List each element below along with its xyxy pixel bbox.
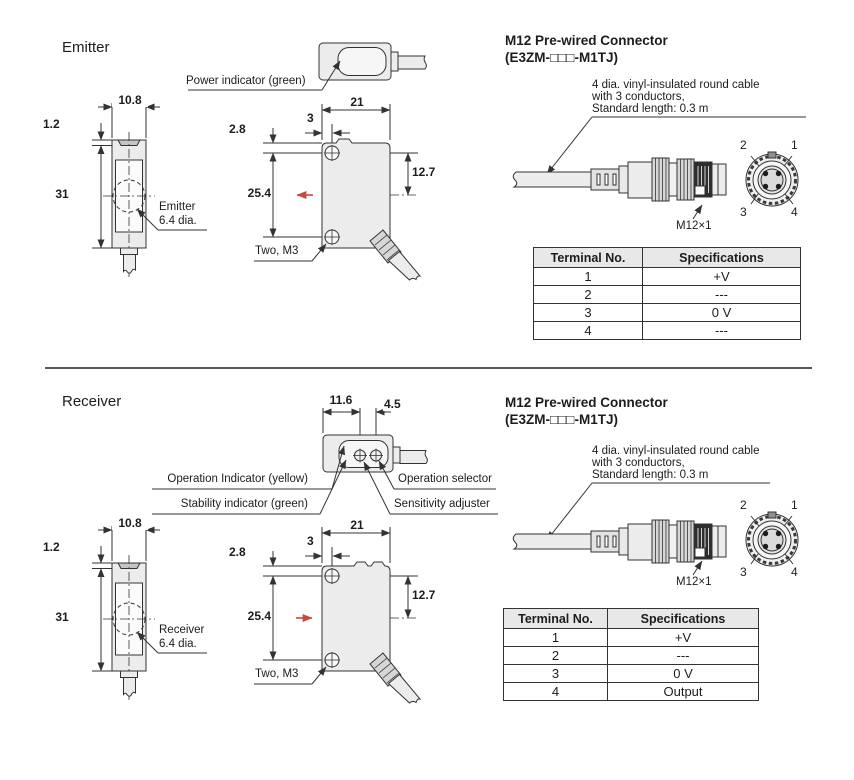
emitter-mounting-label: Two, M3 — [255, 245, 299, 257]
table-header-specifications: Specifications — [643, 248, 801, 268]
operation-selector-label: Operation selector — [398, 473, 492, 485]
emitter-aperture-label-line1: Emitter — [159, 201, 196, 213]
table-row — [504, 683, 759, 701]
table-row — [534, 268, 801, 286]
table-cell: --- — [643, 322, 801, 340]
table-header-specifications: Specifications — [608, 609, 759, 629]
table-cell: 3 — [534, 304, 643, 322]
emitter-cable-note-line1: 4 dia. vinyl-insulated round cable — [592, 79, 760, 91]
table-cell: +V — [608, 629, 759, 647]
receiver-connector-heading-line2: (E3ZM-□□□-M1TJ) — [505, 412, 618, 427]
emitter-front-view-drawing — [92, 103, 207, 277]
emitter-pin-2-label: 2 — [740, 138, 747, 152]
emitter-front-lens-dim: 1.2 — [43, 117, 60, 131]
table-row — [504, 665, 759, 683]
emitter-connector-drawing — [513, 117, 806, 219]
emitter-connector-heading-line2: (E3ZM-□□□-M1TJ) — [505, 50, 618, 65]
emitter-side-width-dim: 21 — [342, 96, 372, 109]
table-row — [534, 286, 801, 304]
receiver-side-width-dim: 21 — [342, 519, 372, 532]
receiver-mounting-label: Two, M3 — [255, 668, 299, 680]
table-cell: 0 V — [608, 665, 759, 683]
table-cell: +V — [643, 268, 801, 286]
table-header-row — [504, 609, 759, 629]
table-header-terminal: Terminal No. — [534, 248, 643, 268]
receiver-aperture-label-line2: 6.4 dia. — [159, 637, 197, 650]
table-cell: 2 — [534, 286, 643, 304]
table-header-terminal: Terminal No. — [504, 609, 608, 629]
receiver-front-view-drawing — [92, 526, 207, 700]
receiver-front-width-dim: 10.8 — [112, 517, 148, 530]
sensitivity-adjuster-label: Sensitivity adjuster — [394, 498, 490, 510]
receiver-top-right-dim: 4.5 — [384, 397, 401, 411]
receiver-side-axis-dim: 12.7 — [412, 588, 436, 602]
receiver-terminal-table — [503, 608, 759, 701]
emitter-thread-label: M12×1 — [676, 220, 712, 232]
emitter-front-height-dim: 31 — [50, 188, 74, 201]
table-cell: 4 — [534, 322, 643, 340]
receiver-aperture-label-line1: Receiver — [159, 624, 205, 636]
emitter-pin-4-label: 4 — [791, 205, 798, 219]
table-cell: 3 — [504, 665, 608, 683]
emitter-side-hole-offset-dim: 3 — [307, 111, 314, 125]
receiver-pin-1-label: 1 — [791, 498, 798, 512]
table-row — [504, 647, 759, 665]
power-indicator-label: Power indicator (green) — [186, 75, 306, 87]
receiver-side-top-dim: 2.8 — [229, 545, 246, 559]
table-header-row — [534, 248, 801, 268]
operation-indicator-label: Operation Indicator (yellow) — [167, 473, 308, 485]
emitter-pin-1-label: 1 — [791, 138, 798, 152]
receiver-cable-note-line3: Standard length: 0.3 m — [592, 469, 709, 481]
table-cell: 4 — [504, 683, 608, 701]
receiver-front-lens-dim: 1.2 — [43, 540, 60, 554]
table-row — [504, 629, 759, 647]
emitter-section-title: Emitter — [62, 39, 110, 56]
receiver-cable-note-line1: 4 dia. vinyl-insulated round cable — [592, 445, 760, 457]
emitter-cable-note-line2: with 3 conductors, — [592, 91, 685, 103]
receiver-cable-note-line2: with 3 conductors, — [592, 457, 685, 469]
emitter-side-top-dim: 2.8 — [229, 122, 246, 136]
emitter-front-width-dim: 10.8 — [112, 94, 148, 107]
receiver-thread-label: M12×1 — [676, 576, 712, 588]
receiver-connector-drawing — [513, 483, 798, 575]
emitter-side-axis-dim: 12.7 — [412, 165, 436, 179]
receiver-side-hole-offset-dim: 3 — [307, 534, 314, 548]
table-cell: --- — [643, 286, 801, 304]
receiver-front-height-dim: 31 — [50, 611, 74, 624]
receiver-pin-2-label: 2 — [740, 498, 747, 512]
table-cell: 0 V — [643, 304, 801, 322]
stability-indicator-label: Stability indicator (green) — [180, 498, 308, 510]
table-cell: 2 — [504, 647, 608, 665]
emitter-aperture-label-line2: 6.4 dia. — [159, 214, 197, 227]
receiver-connector-heading-line1: M12 Pre-wired Connector — [505, 395, 668, 410]
receiver-pin-3-label: 3 — [740, 565, 747, 579]
table-cell: 1 — [504, 629, 608, 647]
receiver-pin-4-label: 4 — [791, 565, 798, 579]
emitter-aperture-label — [159, 201, 197, 228]
table-cell: 1 — [534, 268, 643, 286]
table-cell: Output — [608, 683, 759, 701]
table-cell: --- — [608, 647, 759, 665]
emitter-side-pitch-dim: 25.4 — [237, 187, 272, 200]
receiver-side-pitch-dim: 25.4 — [237, 610, 272, 623]
emitter-pin-3-label: 3 — [740, 205, 747, 219]
table-row — [534, 304, 801, 322]
table-row — [534, 322, 801, 340]
emitter-cable-note-line3: Standard length: 0.3 m — [592, 103, 709, 115]
emitter-terminal-table — [533, 247, 801, 340]
receiver-section-title: Receiver — [62, 393, 122, 410]
emitter-connector-heading-line1: M12 Pre-wired Connector — [505, 33, 668, 48]
receiver-top-left-dim: 11.6 — [320, 394, 362, 407]
receiver-aperture-label — [159, 624, 204, 651]
